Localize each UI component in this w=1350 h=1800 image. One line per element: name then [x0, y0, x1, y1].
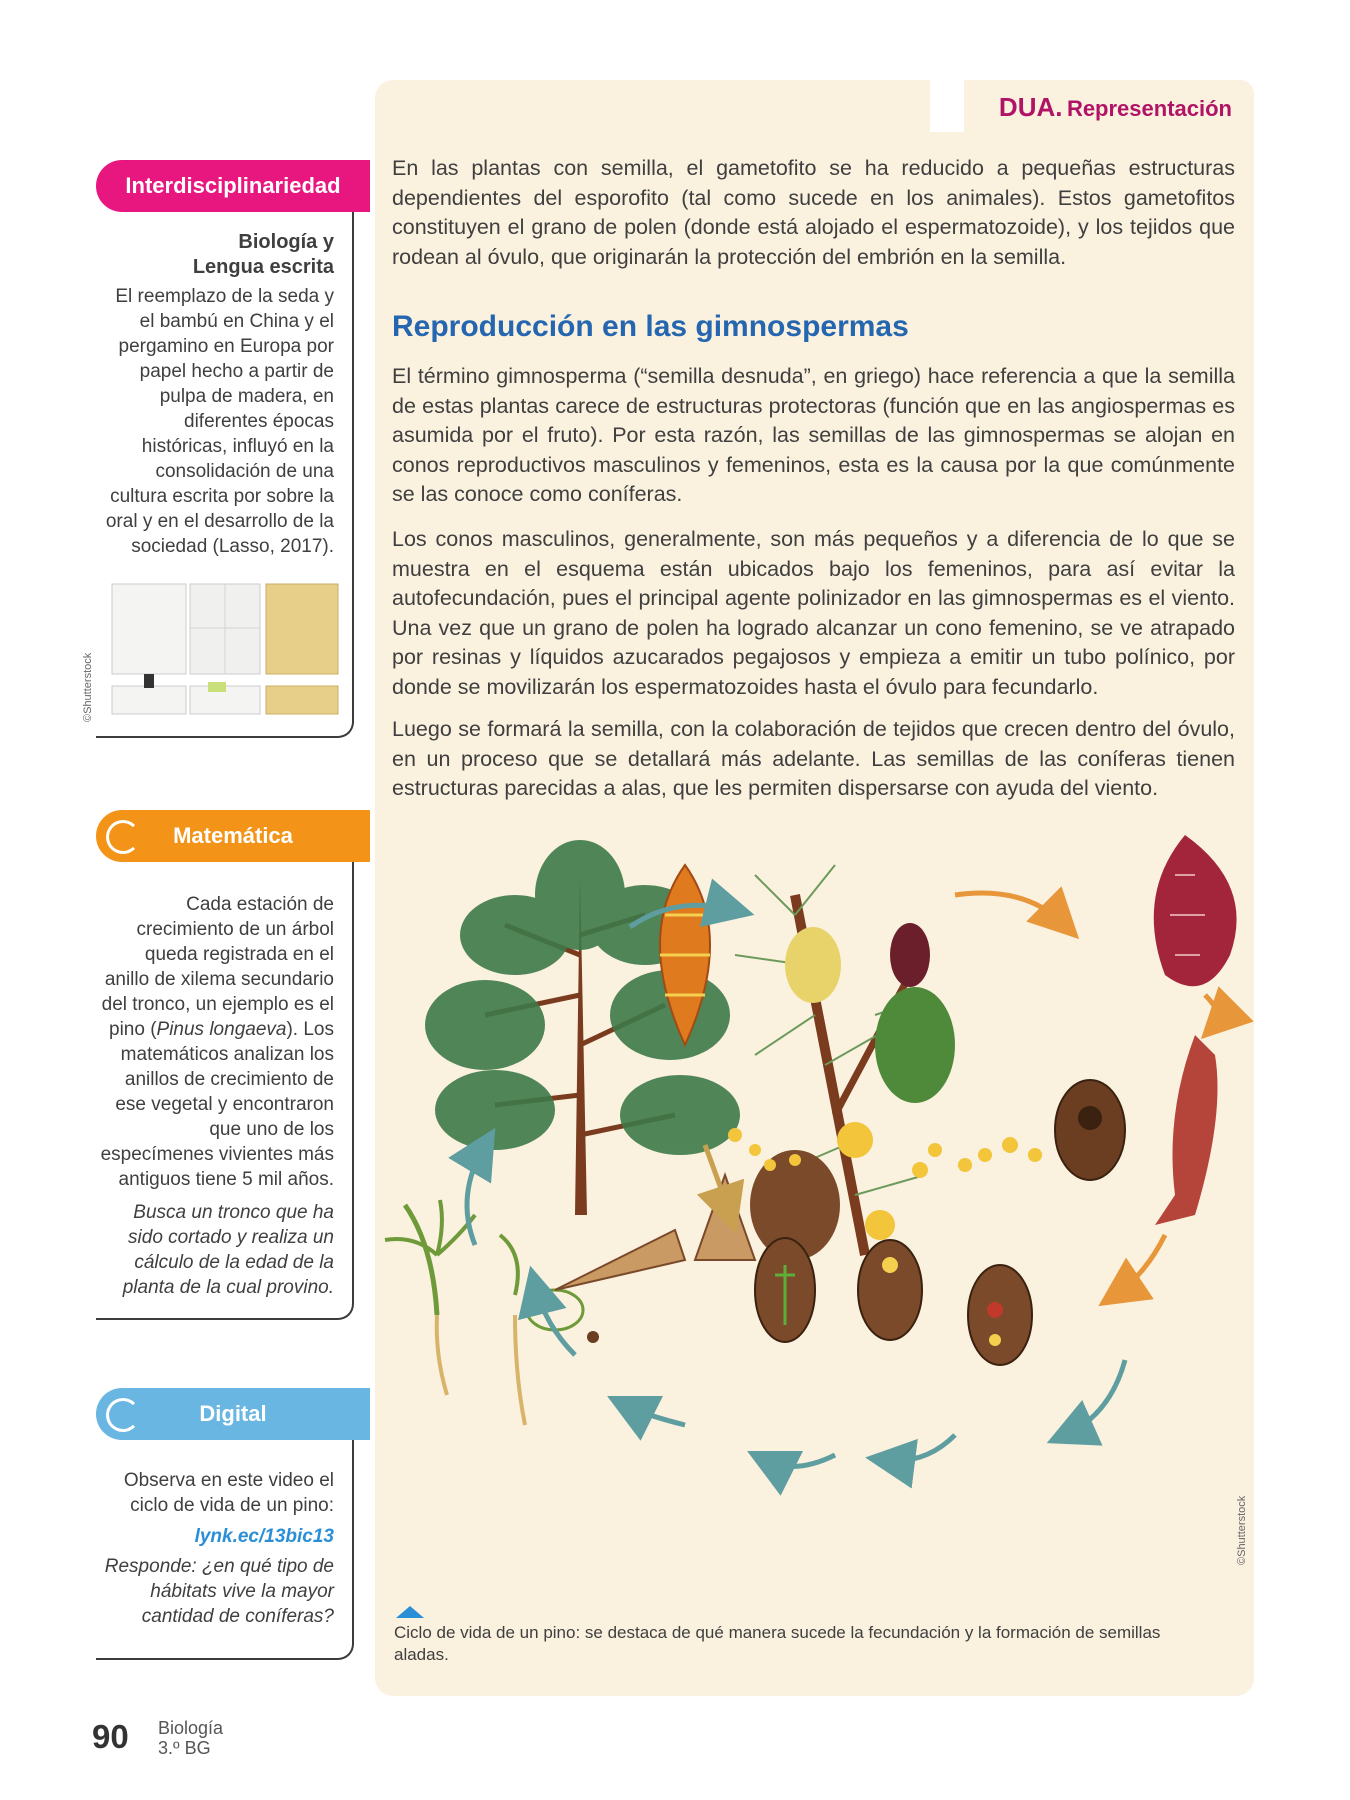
interdisciplinary-tab: Interdisciplinariedad	[96, 160, 370, 212]
cone-scale-icon	[1155, 1035, 1218, 1225]
cycle-arrow-10	[467, 1145, 485, 1245]
digital-text: Observa en este video el ciclo de vida de un pino:	[123, 1470, 334, 1516]
digital-question: Responde: ¿en qué tipo de hábitats vive la mayor cantidad de coníferas?	[104, 1556, 334, 1627]
paper-sheets-image	[108, 578, 344, 723]
interdisciplinary-text: El reemplazo de la seda y el bambú en China y el pergamino en Europa por papel hecho a partir de pulpa de madera, en diferentes épocas históricas, influyó en la consolidación de una cultura escrita por sobre la oral y en el desarrollo de la sociedad (Lasso, 2017).	[105, 286, 334, 557]
cycle-arrow-8	[625, 1405, 685, 1425]
footer-subject-name: Biología	[158, 1718, 224, 1738]
dua-label	[999, 92, 1232, 123]
math-tab	[96, 810, 370, 862]
interdisciplinary-title-line-2: Lengua escrita	[192, 256, 334, 278]
video-link[interactable]: lynk.ec/13bic13	[194, 1526, 334, 1547]
dua-tab-notch	[930, 80, 964, 132]
ovule-icon	[1055, 1080, 1125, 1180]
math-tab-icon	[106, 820, 140, 854]
cycle-arrow-2	[955, 893, 1065, 925]
section-paragraph-2: Los conos masculinos, generalmente, son más pequeños y a diferencia de lo que se muestra en el esquema están ubicados bajo los femeninos, para así evitar la autofecundación, pues el principal agente polinizador en las gimnospermas es el viento. Una vez que un grano de polen ha logrado alcanzar un cono femenino, se ve atrapado por resinas y líquidos azucarados pegajosos y empieza a emitir un tubo polínico, por donde se movilizarán los espermatozoides hasta el óvulo para fecundarlo.	[392, 527, 1235, 699]
section-paragraph-1: El término gimnosperma (“semilla desnuda”, en griego) hace referencia a que la semilla de estas plantas carece de estructuras protectoras (función que en las angiospermas es asumida por el fruto). Por esta razón, las semillas de las gimnospermas se alojan en conos reproductivos masculinos y femeninos, esta es la causa por la que comúnmente se las conoce como coníferas.	[392, 364, 1235, 506]
cycle-arrow-4	[1115, 1235, 1165, 1295]
footer-subject	[158, 1718, 223, 1758]
math-text-species: Pinus longaeva	[156, 1019, 287, 1040]
pine-life-cycle-illustration	[375, 815, 1254, 1605]
cycle-arrow-5	[1065, 1360, 1125, 1435]
cycle-arrow-7	[765, 1455, 835, 1466]
seedling-icon	[385, 1200, 599, 1425]
cycle-arrow-6	[885, 1435, 955, 1461]
section-paragraph-3: Luego se formará la semilla, con la colaboración de tejidos que crecen dentro del óvulo, en un proceso que se detallará más adelante. Las semillas de las coníferas tienen estructuras parecidas a alas, que les permiten dispersarse con ayuda del viento.	[392, 717, 1235, 800]
cycle-arrow-9	[535, 1285, 575, 1355]
section-heading: Reproducción en las gimnospermas	[392, 310, 909, 343]
interdisciplinary-credit: ©Shutterstock	[82, 652, 94, 722]
ovule-with-pollen-icon	[858, 1240, 922, 1340]
pine-branch-with-cones-icon	[735, 865, 955, 1260]
footer-grade: 3.º BG	[158, 1738, 211, 1758]
intro-paragraph: En las plantas con semilla, el gametofito se ha reducido a pequeñas estructuras dependientes del esporofito (tal como sucede en los animales). Estos gametofitos constituyen el grano de polen (donde está alojado el espermatozoide), y los tejidos que rodean al óvulo, que originarán la protección del embrión en la semilla.	[392, 156, 1235, 269]
digital-tab	[96, 1388, 370, 1440]
dua-label-big: DUA.	[998, 92, 1063, 122]
female-cone-icon	[1154, 835, 1237, 986]
figure-caption: Ciclo de vida de un pino: se destaca de qué manera sucede la fecundación y la formación de semillas aladas.	[394, 1623, 1161, 1664]
digital-tab-label: Digital	[199, 1401, 267, 1426]
math-activity: Busca un tronco que ha sido cortado y realiza un cálculo de la edad de la planta de la cual provino.	[122, 1202, 334, 1298]
digital-tab-icon	[106, 1398, 140, 1432]
fertilized-ovule-icon	[968, 1265, 1032, 1365]
interdisciplinary-title-line-1: Biología y	[238, 231, 334, 253]
caption-arrow-icon	[396, 1606, 424, 1618]
math-text-part-2: ). Los matemáticos analizan los anillos de crecimiento de ese vegetal y encontraron que uno de los especímenes vivientes más antiguos tiene 5 mil años.	[100, 1019, 334, 1190]
math-text	[96, 892, 334, 1192]
cycle-arrow-3	[1205, 995, 1218, 1025]
interdisciplinary-title	[96, 230, 334, 280]
embryo-ovule-icon	[755, 1238, 815, 1342]
dua-label-small: Representación	[1066, 96, 1232, 121]
math-tab-label: Matemática	[173, 823, 293, 848]
figure-credit: ©Shutterstock	[1236, 1495, 1248, 1565]
math-text-part-1: Cada estación de crecimiento de un árbol queda registrada en el anillo de xilema secundario del tronco, un ejemplo es el pino (	[101, 894, 334, 1040]
page-number: 90	[92, 1718, 129, 1755]
